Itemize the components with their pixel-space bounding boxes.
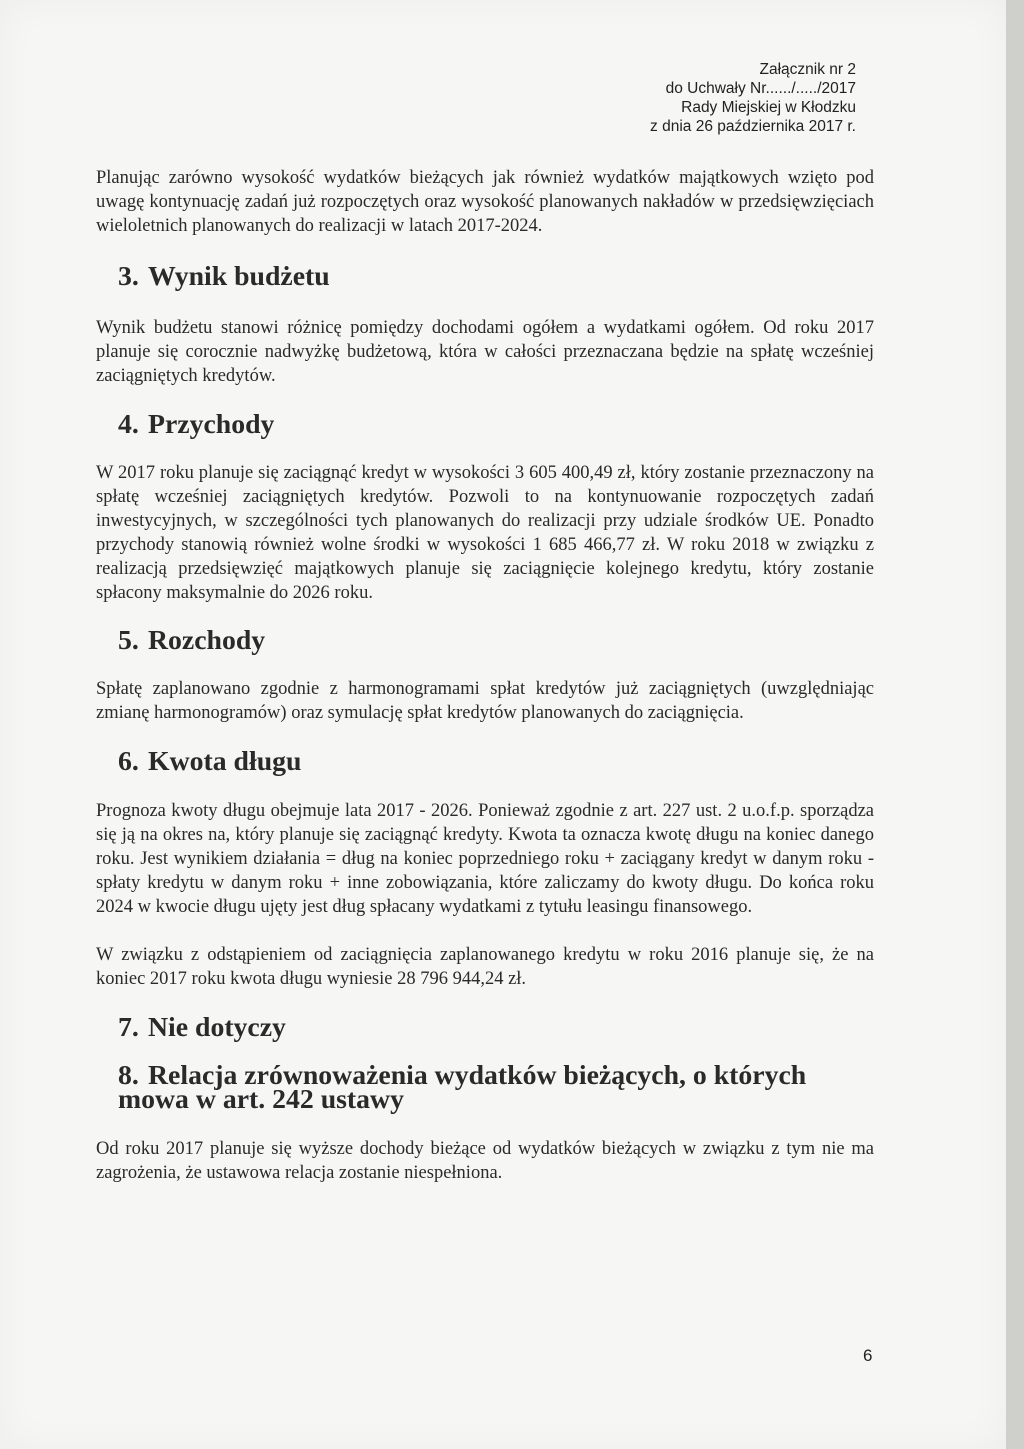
section-paragraph: Wynik budżetu stanowi różnicę pomiędzy dochodami ogółem a wydatkami ogółem. Od roku 2017 planuje się corocznie nadwyżkę budżetową, która w całości przeznaczana będzie na spłatę wcześniej zaciągniętych kredytów. <box>96 318 874 386</box>
page-number: 6 <box>863 1346 873 1365</box>
section-heading-expenditures <box>96 625 874 656</box>
resolution-date: z dnia 26 października 2017 r. <box>650 118 856 135</box>
section-paragraph: Prognoza kwoty długu obejmuje lata 2017 - 2026. Ponieważ zgodnie z art. 227 ust. 2 u.o.f.p. sporządza się ją na okres na, który planuje się zaciągnąć kredyty. Kwota ta oznacza kwotę długu na koniec danego roku. Jest wynikiem działania = dług na koniec poprzedniego roku + zaciągany kredyt w danym roku - spłaty kredytu w danym roku + inne zobowiązania, które zaliczamy do kwoty długu. Do końca roku 2024 w kwocie długu ujęty jest dług spłacany wydatkami z tytułu leasingu finansowego. <box>96 801 874 917</box>
section-title: Rozchody <box>148 625 266 656</box>
attachment-number: Załącznik nr 2 <box>759 61 856 78</box>
section-paragraph: W 2017 roku planuje się zaciągnąć kredyt w wysokości 3 605 400,49 zł, który zostanie przeznaczony na spłatę wcześniej zaciągniętych kredytów. Pozwoli to na kontynuowanie rozpoczętych zadań inwestycyjnych, w szczególności tych planowanych do realizacji przy udziale środków UE. Ponadto przychody stanowią również wolne środki w wysokości 1 685 466,77 zł. W roku 2018 w związku z realizacją przedsięwzięć majątkowych planuje się zaciągnięcie kolejnego kredytu, który zostanie spłacony maksymalnie do 2026 roku. <box>96 463 874 603</box>
council-name: Rady Miejskiej w Kłodzku <box>681 99 856 116</box>
section-number: 7. <box>118 1012 139 1043</box>
section-paragraph: W związku z odstąpieniem od zaciągnięcia zaplanowanego kredytu w roku 2016 planuje się, że na koniec 2017 roku kwota długu wyniesie 28 796 944,24 zł. <box>96 945 874 989</box>
section-title: Nie dotyczy <box>148 1012 286 1043</box>
section-heading-budget-result <box>96 261 874 292</box>
attachment-header <box>650 60 856 136</box>
section-title: Wynik budżetu <box>148 261 330 292</box>
section-title: Relacja zrównoważenia wydatków bieżących, o których mowa w art. 242 ustawy <box>118 1060 807 1115</box>
section-number: 8. <box>118 1060 139 1091</box>
document-body <box>96 166 874 1185</box>
section-paragraph: Od roku 2017 planuje się wyższe dochody bieżące od wydatków bieżących w związku z tym nie ma zagrożenia, że ustawowa relacja zostanie niespełniona. <box>96 1139 874 1183</box>
section-number: 5. <box>118 625 139 656</box>
section-heading-debt-amount <box>96 746 874 777</box>
intro-paragraph: Planując zarówno wysokość wydatków bieżących jak również wydatków majątkowych wzięto pod uwagę kontynuację zadań już rozpoczętych oraz wysokość planowanych nakładów w przedsięwzięciach wieloletnich planowanych do realizacji w latach 2017-2024. <box>96 168 874 236</box>
section-paragraph: Spłatę zaplanowano zgodnie z harmonogramami spłat kredytów już zaciągniętych (uwzględniając zmianę harmonogramów) oraz symulację spłat kredytów planowanych do zaciągnięcia. <box>96 679 874 723</box>
scan-edge <box>1006 0 1024 1449</box>
section-heading-not-applicable <box>96 1012 874 1043</box>
section-number: 4. <box>118 409 139 440</box>
section-heading-revenues <box>96 409 874 440</box>
section-heading-balance-relation <box>96 1060 874 1115</box>
resolution-number: do Uchwały Nr....../...../2017 <box>665 80 856 97</box>
section-title: Przychody <box>148 409 275 440</box>
section-number: 3. <box>118 261 139 292</box>
section-number: 6. <box>118 746 139 777</box>
section-title: Kwota długu <box>148 746 302 777</box>
